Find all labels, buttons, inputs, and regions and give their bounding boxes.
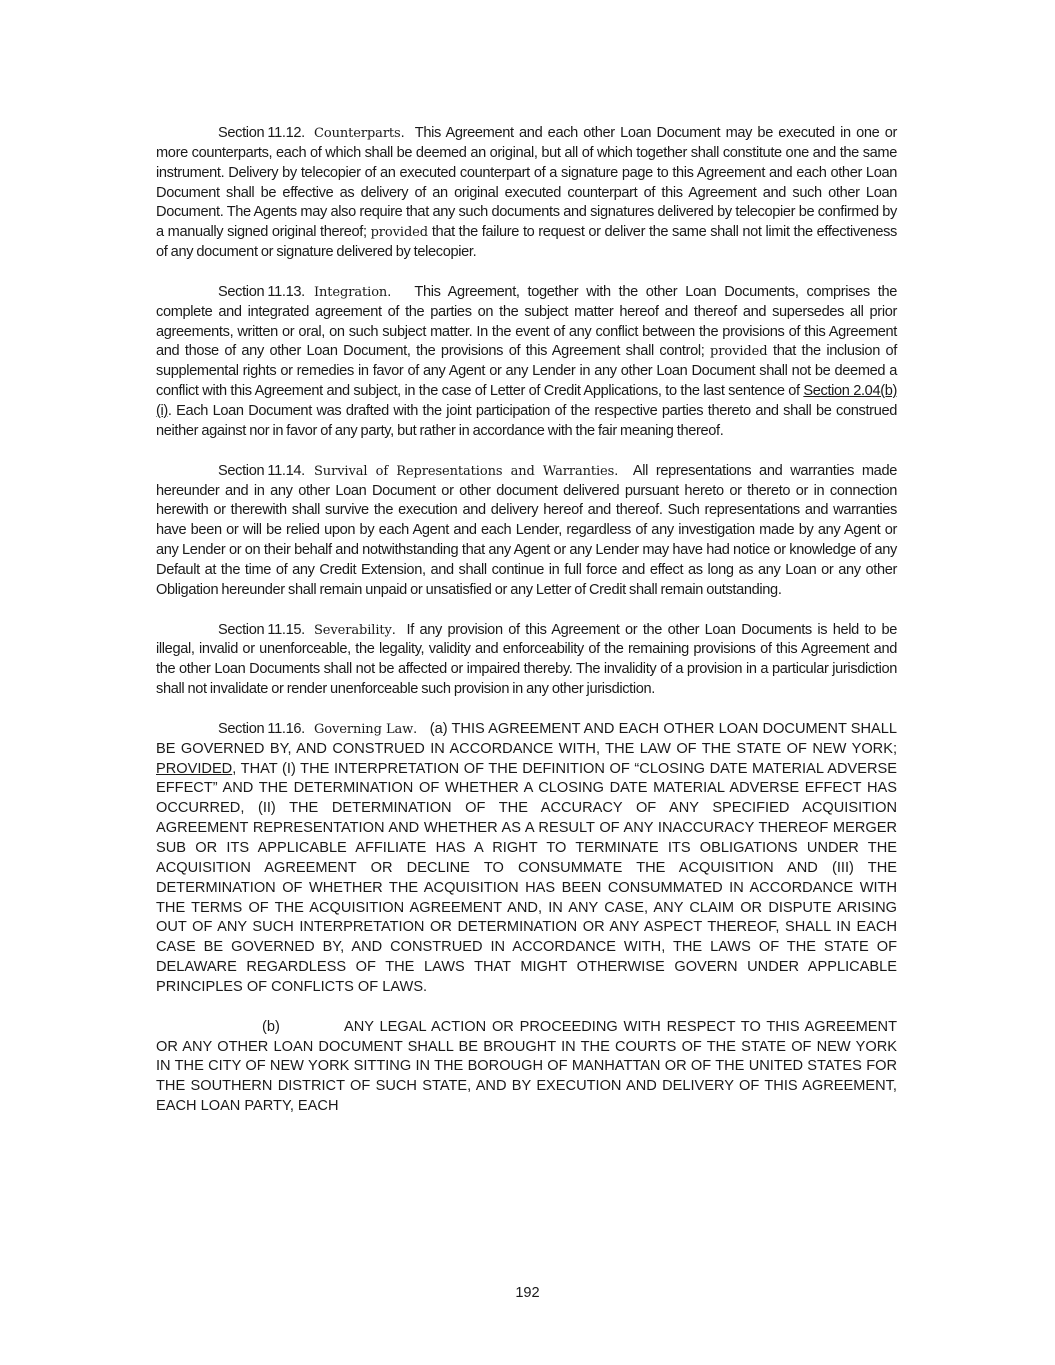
section-11-16: Section 11.16. Governing Law. (a) THIS AGREEMENT AND EACH OTHER LOAN DOCUMENT SHALL BE GOVERNED BY, AND CONSTRUED IN ACCORDANCE WITH, THE LAW OF THE STATE OF NEW YORK; PROVIDED, THAT (I) THE INTERPRETATION OF THE DEFINITION OF “CLOSING DATE MATERIAL ADVERSE EFFECT” AND THE DETERMINATION OF WHETHER A CLOSING DATE MATERIAL ADVERSE EFFECT HAS OCCURRED, (II) THE DETERMINATION OF THE ACCURACY OF ANY SPECIFIED ACQUISITION AGREEMENT REPRESENTATION AND WHETHER AS A RESULT OF ANY INACCURACY THEREOF MERGER SUB OR ITS APPLICABLE AFFILIATE HAS A RIGHT TO TERMINATE ITS OBLIGATIONS UNDER THE ACQUISITION AGREEMENT OR DECLINE TO CONSUMMATE THE ACQUISITION AND (III) THE DETERMINATION OF WHETHER THE ACQUISITION HAS BEEN CONSUMMATED IN ACCORDANCE WITH THE TERMS OF THE ACQUISITION AGREEMENT AND, IN ANY CASE, ANY CLAIM OR DISPUTE ARISING OUT OF ANY SUCH INTERPRETATION OR DETERMINATION OR ANY ASPECT THEREOF, SHALL IN EACH CASE BE GOVERNED BY, AND CONSTRUED IN ACCORDANCE WITH, THE LAWS OF THE STATE OF DELAWARE REGARDLESS OF THE LAWS THAT MIGHT OTHERWISE GOVERN UNDER APPLICABLE PRINCIPLES OF CONFLICTS OF LAWS.	[156, 720, 898, 995]
subsection-body: ANY LEGAL ACTION OR PROCEEDING WITH RESPECT TO THIS AGREEMENT OR ANY OTHER LOAN DOCUMENT SHALL BE BROUGHT IN THE COURTS OF THE STATE OF NEW YORK IN THE CITY OF NEW YORK SITTING IN THE BOROUGH OF MANHATTAN OR OF THE UNITED STATES FOR THE SOUTHERN DISTRICT OF SUCH STATE, AND BY EXECUTION AND DELIVERY OF THIS AGREEMENT, EACH LOAN PARTY, EACH	[156, 1018, 897, 1115]
section-11-13: Section 11.13. Integration. This Agreement, together with the other Loan Documents, comprises the complete and integrated agreement of the parties on the subject matter hereof and thereof and supersedes all prior agreements, written or oral, on such subject matter. In the event of any conflict between the provisions of this Agreement and those of any other Loan Document, the provisions of this Agreement shall control; provided that the inclusion of supplemental rights or remedies in favor of any Agent or any Lender in any other Loan Document shall not be deemed a conflict with this Agreement and subject, in the case of Letter of Credit Applications, to the last sentence of Section 2.04(b)(i). Each Loan Document was drafted with the joint participation of the respective parties thereto and shall be construed neither against nor in favor of any party, but rather in accordance with the fair meaning thereof.	[156, 283, 897, 439]
cross-reference-link[interactable]: Section 2.04(b)(i)	[156, 383, 897, 419]
section-caption: Integration	[314, 284, 388, 300]
section-body: This Agreement and each other Loan Document may be executed in one or more counterparts, each of which shall be deemed an original, but all of which together shall constitute one and the same instrument. Delivery by telecopier of an executed counterpart of a signature page to this Agreement and each other Loan Document shall be effective as delivery of an original executed counterpart of this Agreement and such other Loan Document. The Agents may also require that any such documents and signatures delivered by telecopier be confirmed by a manually signed original thereof;	[156, 125, 897, 241]
section-11-15: Section 11.15. Severability. If any provision of this Agreement or the other Loan Documents is held to be illegal, invalid or unenforceable, the legality, validity and enforceability of the remaining provisions of this Agreement and the other Loan Documents shall not be affected or impaired thereby. The invalidity of a provision in a particular jurisdiction shall not invalidate or render unenforceable such provision in any other jurisdiction.	[156, 621, 897, 698]
subsection-label: (b)	[262, 1018, 280, 1035]
section-caption: Survival of Representations and Warranties	[314, 463, 615, 479]
section-11-14: Section 11.14. Survival of Representations and Warranties. All representations and warranties made hereunder and in any other Loan Document or other document delivered pursuant hereto or thereto or in connection herewith or therewith shall survive the execution and delivery hereof and thereof. Such representations and warranties have been or will be relied upon by each Agent and each Lender, regardless of any investigation made by any Agent or any Lender or on their behalf and notwithstanding that any Agent or any Lender may have had notice or knowledge of any Default at the time of any Credit Extension, and shall continue in full force and effect as long as any Loan or any other Obligation hereunder shall remain unpaid or unsatisfied or any Letter of Credit shall remain outstanding.	[156, 462, 897, 598]
proviso-word: provided	[710, 344, 768, 360]
section-body-continued: that the inclusion of supplemental rights or remedies in favor of any Agent or any Lender in any other Loan Document shall not be deemed a conflict with this Agreement and subject, in the case of Letter of Credit Applications, to the last sentence of	[156, 343, 897, 400]
section-body: This Agreement, together with the other Loan Documents, comprises the complete and integrated agreement of the parties on the subject matter hereof and thereof and supersedes all prior agreements, written or oral, on such subject matter. In the event of any conflict between the provisions of this Agreement and those of any other Loan Document, the provisions of this Agreement shall control;	[156, 283, 897, 360]
section-number: Section 11.13.	[218, 283, 305, 300]
section-body-continued: , THAT (I) THE INTERPRETATION OF THE DEFINITION OF “CLOSING DATE MATERIAL ADVERSE EFFECT” AND THE DETERMINATION OF WHETHER A CLOSING DATE MATERIAL ADVERSE EFFECT HAS OCCURRED, (II) THE DETERMINATION OF THE ACCURACY OF ANY SPECIFIED ACQUISITION AGREEMENT REPRESENTATION AND WHETHER AS A RESULT OF ANY INACCURACY THEREOF MERGER SUB OR ITS APPLICABLE AFFILIATE HAS A RIGHT TO TERMINATE ITS OBLIGATIONS UNDER THE ACQUISITION AGREEMENT OR DECLINE TO CONSUMMATE THE ACQUISITION AND (III) THE DETERMINATION OF WHETHER THE ACQUISITION HAS BEEN CONSUMMATED IN ACCORDANCE WITH THE TERMS OF THE ACQUISITION AGREEMENT AND, IN ANY CASE, ANY CLAIM OR DISPUTE ARISING OUT OF ANY SUCH INTERPRETATION OR DETERMINATION OR ANY ASPECT THEREOF, SHALL IN EACH CASE BE GOVERNED BY, AND CONSTRUED IN ACCORDANCE WITH, THE LAWS OF THE STATE OF DELAWARE REGARDLESS OF THE LAWS THAT MIGHT OTHERWISE GOVERN UNDER APPLICABLE PRINCIPLES OF CONFLICTS OF LAWS.	[156, 760, 897, 995]
section-body: All representations and warranties made hereunder and in any other Loan Document or other document delivered pursuant hereto or thereto or in connection herewith or therewith shall survive the execution and delivery hereof and thereof. Such representations and warranties have been or will be relied upon by each Agent and each Lender, regardless of any investigation made by any Agent or any Lender or on their behalf and notwithstanding that any Agent or any Lender may have had notice or knowledge of any Default at the time of any Credit Extension, and shall continue in full force and effect as long as any Loan or any other Obligation hereunder shall remain unpaid or unsatisfied or any Letter of Credit shall remain outstanding.	[156, 462, 897, 598]
section-caption: Counterparts	[314, 126, 401, 141]
proviso-word: PROVIDED	[156, 760, 233, 777]
section-body-continued: that the failure to request or deliver the same shall not limit the effectiveness of any document or signature delivered by telecopier.	[156, 224, 897, 261]
section-caption: Governing Law	[314, 721, 414, 737]
section-number: Section 11.15.	[218, 621, 305, 638]
proviso-word: provided	[370, 225, 428, 241]
section-number: Section 11.12.	[218, 125, 305, 141]
section-caption: Severability	[314, 622, 392, 638]
section-body: (a) THIS AGREEMENT AND EACH OTHER LOAN DOCUMENT SHALL BE GOVERNED BY, AND CONSTRUED IN ACCORDANCE WITH, THE LAW OF THE STATE OF NEW YORK;	[156, 720, 898, 757]
subsection-b	[156, 1018, 897, 1117]
section-number: Section 11.16.	[218, 720, 305, 737]
document-page	[156, 124, 897, 1137]
section-11-12: Section 11.12. Counterparts. This Agreement and each other Loan Document may be executed in one or more counterparts, each of which shall be deemed an original, but all of which together shall constitute one and the same instrument. Delivery by telecopier of an executed counterpart of a signature page to this Agreement and each other Loan Document shall be effective as delivery of an original executed counterpart of this Agreement and such other Loan Document. The Agents may also require that any such documents and signatures delivered by telecopier be confirmed by a manually signed original thereof; provided that the failure to request or deliver the same shall not limit the effectiveness of any document or signature delivered by telecopier.	[156, 125, 897, 261]
section-body: If any provision of this Agreement or the other Loan Documents is held to be illegal, invalid or unenforceable, the legality, validity and enforceability of the remaining provisions of this Agreement and the other Loan Documents shall not be affected or impaired thereby. The invalidity of a provision in a particular jurisdiction shall not invalidate or render unenforceable such provision in any other jurisdiction.	[156, 621, 897, 698]
section-number: Section 11.14.	[218, 462, 305, 479]
section-body-end: . Each Loan Document was drafted with the joint participation of the respective parties thereto and shall be construed neither against nor in favor of any party, but rather in accordance with the fair meaning thereof.	[156, 402, 897, 439]
page-number: 192	[515, 1285, 540, 1301]
